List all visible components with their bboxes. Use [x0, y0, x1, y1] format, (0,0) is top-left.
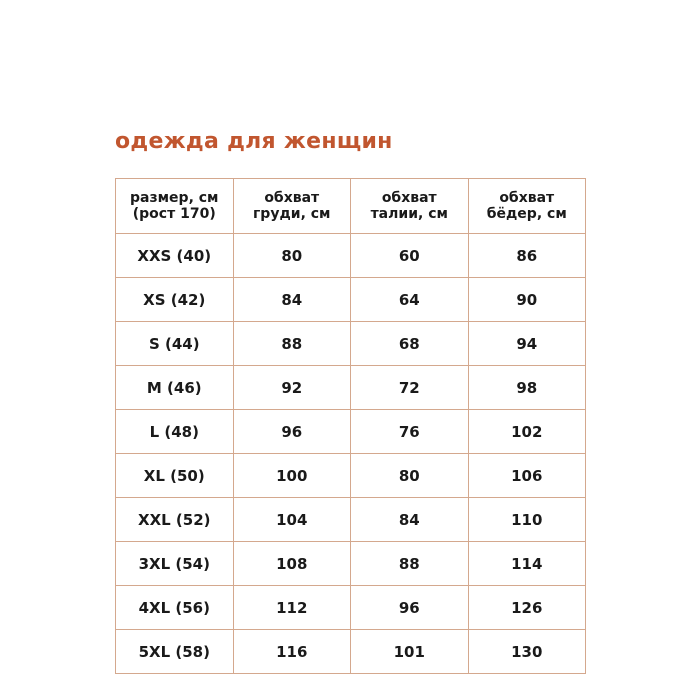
table-row [116, 454, 586, 498]
cell-hips: 110 [468, 498, 586, 542]
header-size [116, 179, 234, 234]
header-hips-line1: обхват [499, 190, 555, 206]
size-table [115, 178, 586, 674]
cell-chest: 108 [233, 542, 351, 586]
cell-size: 3XL (54) [116, 542, 234, 586]
cell-chest: 116 [233, 630, 351, 674]
cell-chest: 104 [233, 498, 351, 542]
table-row [116, 234, 586, 278]
header-size-line2: (рост 170) [132, 206, 216, 222]
header-waist [351, 179, 469, 234]
table-row [116, 410, 586, 454]
cell-size: L (48) [116, 410, 234, 454]
page-title: одежда для женщин [115, 129, 393, 154]
cell-waist: 101 [351, 630, 469, 674]
cell-waist: 76 [351, 410, 469, 454]
header-waist-line1: обхват [381, 190, 437, 206]
table-row [116, 542, 586, 586]
header-chest-line2: груди, см [252, 206, 331, 222]
cell-chest: 100 [233, 454, 351, 498]
cell-chest: 96 [233, 410, 351, 454]
cell-size: S (44) [116, 322, 234, 366]
cell-chest: 88 [233, 322, 351, 366]
cell-hips: 102 [468, 410, 586, 454]
cell-waist: 84 [351, 498, 469, 542]
header-hips-line2: бёдер, см [486, 206, 567, 222]
cell-size: 4XL (56) [116, 586, 234, 630]
table-row [116, 498, 586, 542]
cell-hips: 86 [468, 234, 586, 278]
cell-waist: 80 [351, 454, 469, 498]
table-row [116, 278, 586, 322]
cell-waist: 88 [351, 542, 469, 586]
cell-waist: 72 [351, 366, 469, 410]
header-waist-line2: талии, см [370, 206, 448, 222]
cell-size: XS (42) [116, 278, 234, 322]
cell-chest: 92 [233, 366, 351, 410]
cell-size: XXL (52) [116, 498, 234, 542]
header-chest-line1: обхват [264, 190, 320, 206]
table-header-row [116, 179, 586, 234]
header-chest [233, 179, 351, 234]
table-row [116, 586, 586, 630]
cell-hips: 98 [468, 366, 586, 410]
cell-size: XL (50) [116, 454, 234, 498]
cell-hips: 114 [468, 542, 586, 586]
table-row [116, 366, 586, 410]
header-hips [468, 179, 586, 234]
cell-hips: 106 [468, 454, 586, 498]
cell-hips: 126 [468, 586, 586, 630]
header-size-line1: размер, см [130, 190, 219, 206]
cell-waist: 60 [351, 234, 469, 278]
cell-hips: 130 [468, 630, 586, 674]
cell-size: M (46) [116, 366, 234, 410]
cell-chest: 112 [233, 586, 351, 630]
cell-size: 5XL (58) [116, 630, 234, 674]
cell-hips: 94 [468, 322, 586, 366]
cell-waist: 64 [351, 278, 469, 322]
cell-chest: 80 [233, 234, 351, 278]
cell-size: XXS (40) [116, 234, 234, 278]
cell-waist: 96 [351, 586, 469, 630]
table-row [116, 322, 586, 366]
table-row [116, 630, 586, 674]
cell-hips: 90 [468, 278, 586, 322]
cell-chest: 84 [233, 278, 351, 322]
cell-waist: 68 [351, 322, 469, 366]
